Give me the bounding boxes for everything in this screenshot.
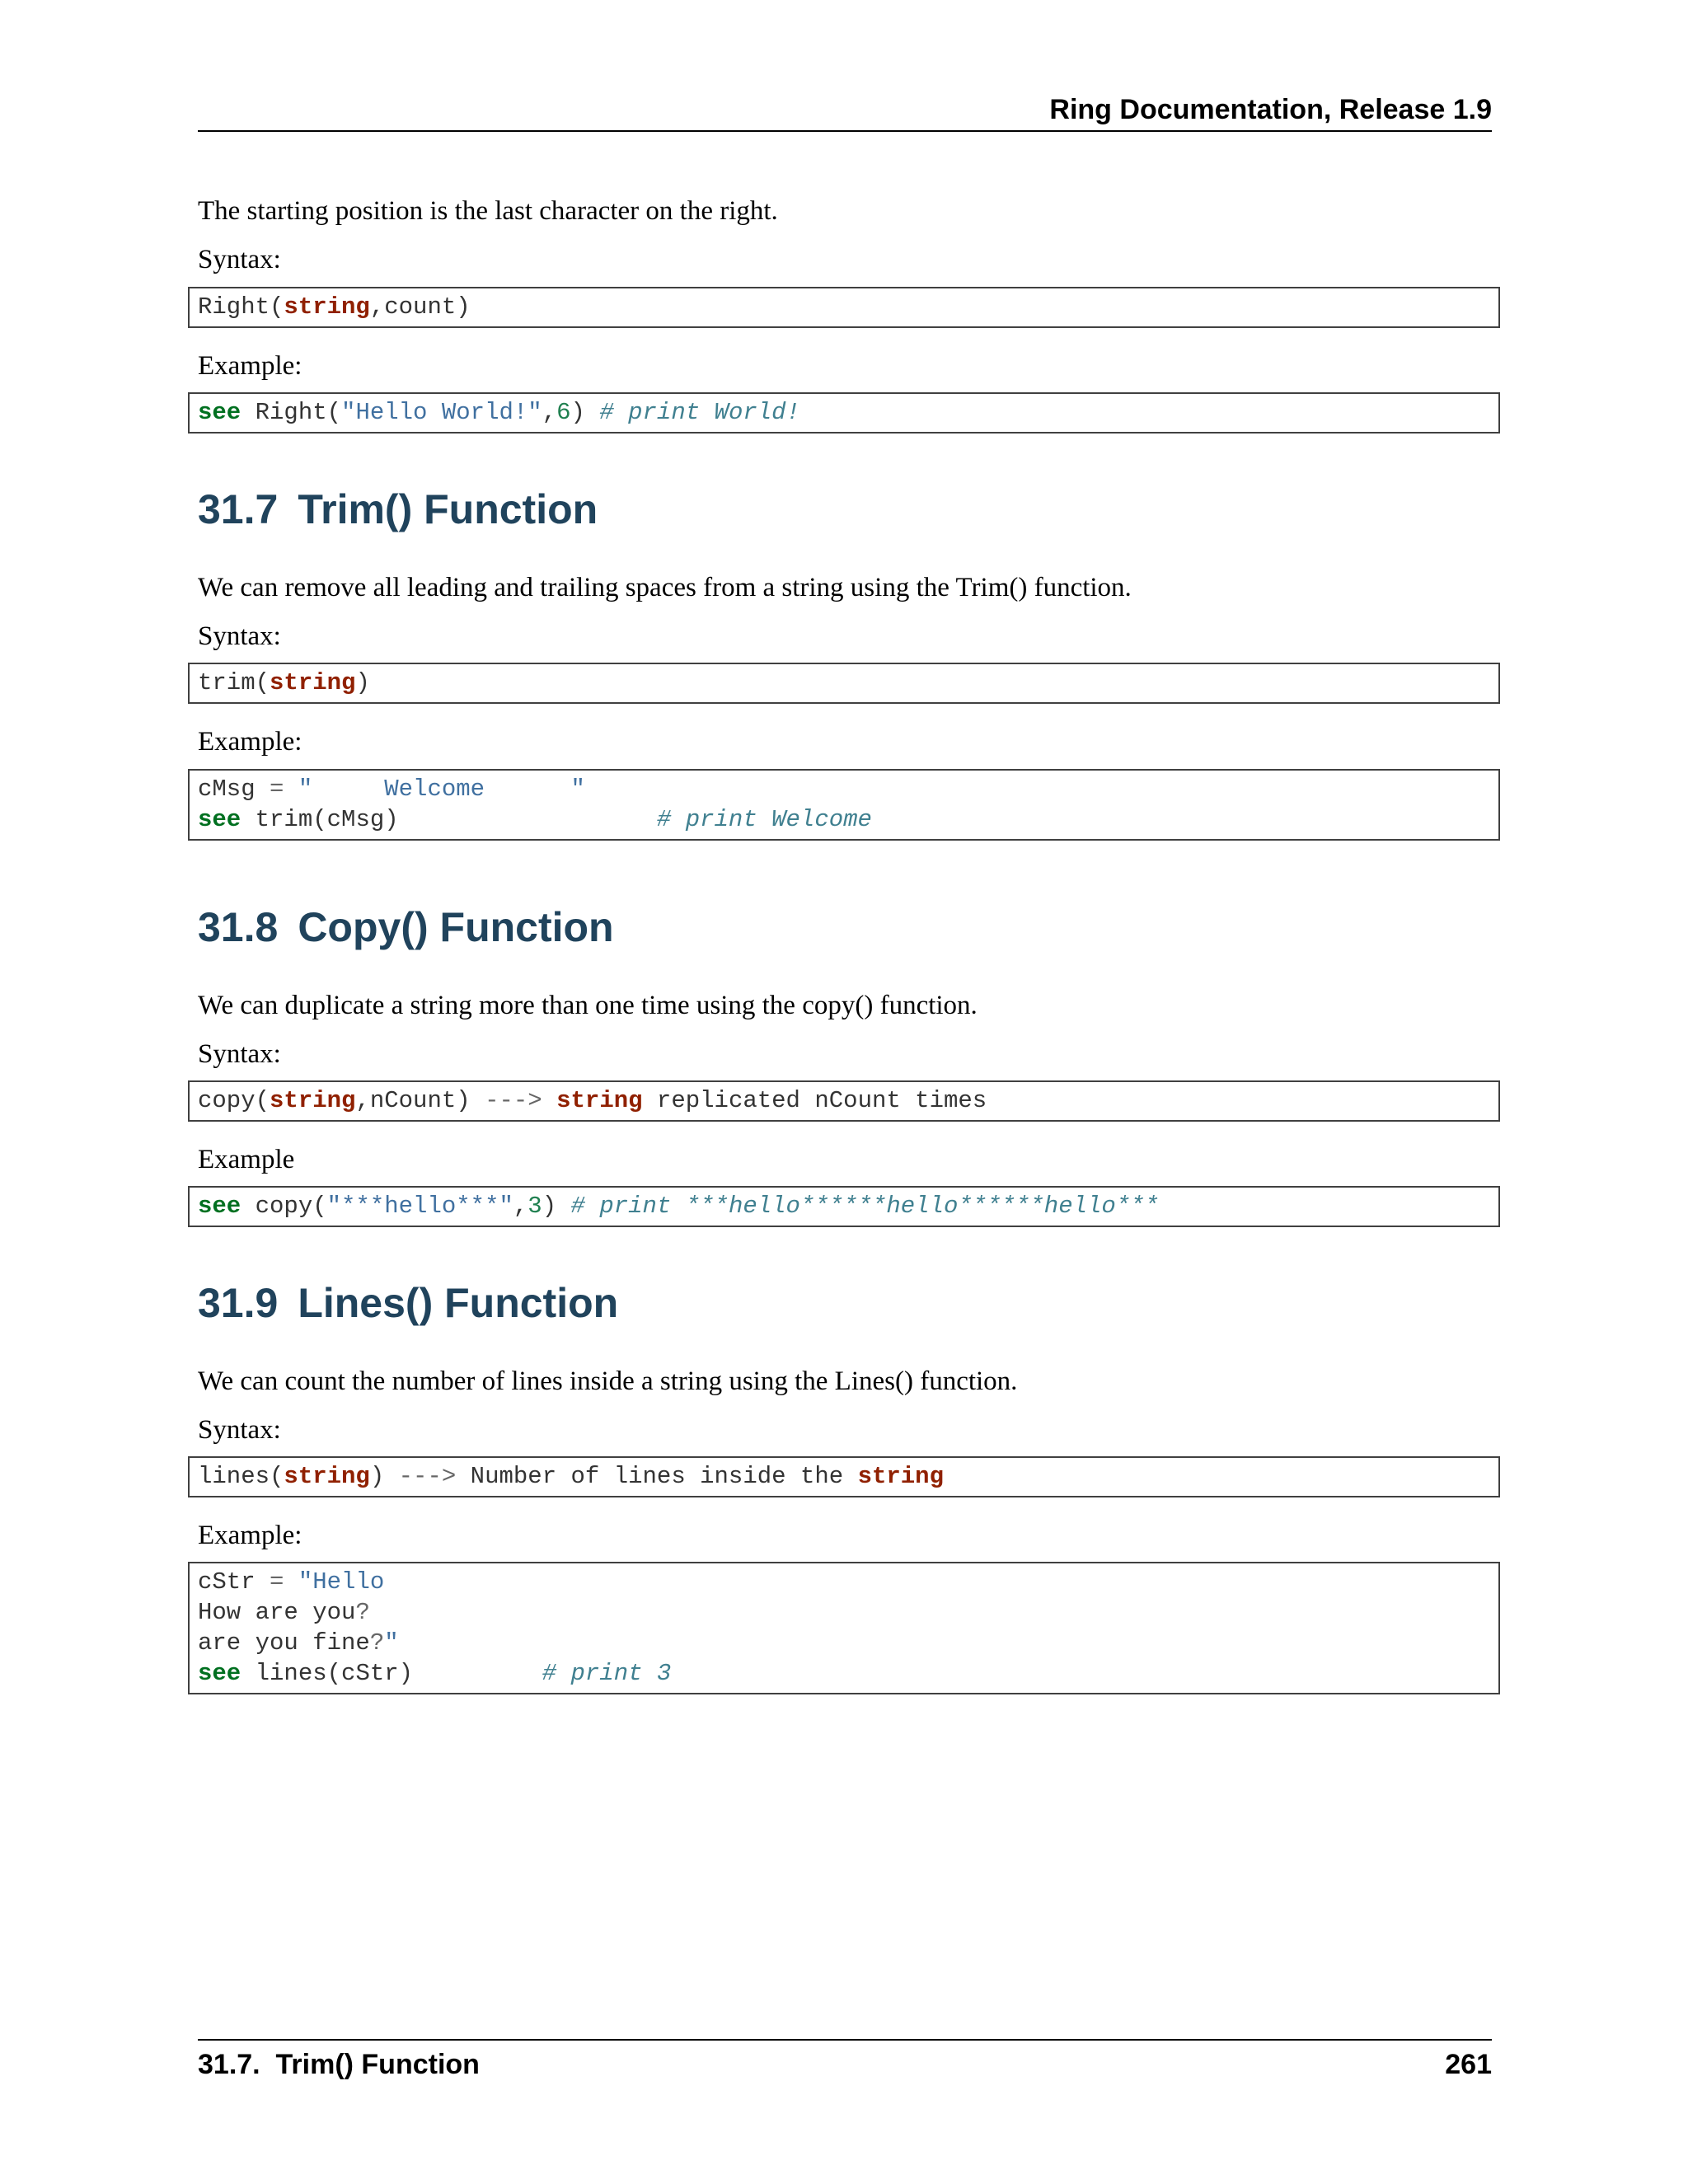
example-label: Example: bbox=[198, 727, 302, 757]
page-content bbox=[198, 194, 1500, 1694]
builtin-token: string bbox=[270, 669, 356, 696]
code-block bbox=[188, 1456, 1500, 1497]
code-line bbox=[198, 1085, 1490, 1116]
operator-token: = bbox=[270, 1568, 284, 1596]
section-description: We can duplicate a string more than one time using the copy() function. bbox=[198, 991, 978, 1020]
section-number: 31.7 bbox=[198, 486, 279, 532]
code-line bbox=[198, 1191, 1490, 1221]
builtin-token: string bbox=[284, 293, 370, 321]
number-token: 3 bbox=[528, 1193, 542, 1220]
code-line bbox=[198, 292, 1490, 322]
code-token: are you fine bbox=[198, 1629, 370, 1657]
code-line bbox=[198, 1461, 1490, 1492]
footer-section-title: 31.7. Trim() Function bbox=[198, 2049, 480, 2080]
code-token: , bbox=[513, 1193, 528, 1220]
number-token: 6 bbox=[556, 399, 571, 426]
code-line bbox=[198, 1597, 1490, 1628]
code-token: ) bbox=[369, 1463, 399, 1490]
operator-token: ---> bbox=[485, 1087, 542, 1114]
syntax-label: Syntax: bbox=[198, 621, 281, 651]
code-token bbox=[284, 776, 298, 803]
code-block bbox=[188, 769, 1500, 841]
builtin-token: string bbox=[270, 1087, 356, 1114]
comment-token: # print World! bbox=[599, 399, 800, 426]
code-block bbox=[188, 392, 1500, 434]
example-label: Example: bbox=[198, 1521, 302, 1550]
code-line bbox=[198, 774, 1490, 804]
code-token bbox=[542, 1087, 556, 1114]
code-token: copy( bbox=[241, 1193, 327, 1220]
code-block bbox=[188, 1186, 1500, 1227]
code-block bbox=[188, 663, 1500, 704]
code-token: trim( bbox=[198, 669, 270, 696]
example-label: Example bbox=[198, 1145, 295, 1174]
section-heading bbox=[198, 485, 1500, 533]
code-token: copy( bbox=[198, 1087, 270, 1114]
code-token bbox=[284, 1568, 298, 1596]
code-token: ,count) bbox=[369, 293, 471, 321]
example-label: Example: bbox=[198, 351, 302, 381]
code-line bbox=[198, 397, 1490, 428]
code-block bbox=[188, 1080, 1500, 1122]
keyword-token: see bbox=[198, 399, 241, 426]
code-token: Right( bbox=[198, 293, 284, 321]
code-line bbox=[198, 1658, 1490, 1689]
string-token: " bbox=[384, 1629, 399, 1657]
section-number: 31.8 bbox=[198, 904, 279, 950]
operator-token: ? bbox=[369, 1629, 385, 1657]
string-token: "Hello World!" bbox=[341, 399, 542, 426]
intro-paragraph: The starting position is the last character on the right. bbox=[198, 196, 778, 226]
syntax-label: Syntax: bbox=[198, 245, 281, 274]
code-token: trim(cMsg) bbox=[241, 806, 657, 833]
code-token: ) bbox=[355, 669, 370, 696]
section-title: Copy() Function bbox=[298, 904, 614, 950]
section-description: We can remove all leading and trailing spaces from a string using the Trim() function. bbox=[198, 573, 1132, 602]
syntax-label: Syntax: bbox=[198, 1415, 281, 1445]
section-trim bbox=[198, 485, 1500, 841]
page-footer bbox=[198, 2039, 1492, 2090]
keyword-token: see bbox=[198, 806, 241, 833]
comment-token: # print Welcome bbox=[656, 806, 872, 833]
code-line bbox=[198, 804, 1490, 835]
code-token: Right( bbox=[241, 399, 342, 426]
section-number: 31.9 bbox=[198, 1280, 279, 1326]
code-token: lines( bbox=[198, 1463, 284, 1490]
section-heading bbox=[198, 1279, 1500, 1327]
page-number: 261 bbox=[1445, 2049, 1492, 2080]
section-title: Trim() Function bbox=[298, 486, 598, 532]
code-block bbox=[188, 1562, 1500, 1694]
code-token: cStr bbox=[198, 1568, 270, 1596]
code-token: lines(cStr) bbox=[241, 1660, 542, 1687]
section-title: Lines() Function bbox=[298, 1280, 619, 1326]
keyword-token: see bbox=[198, 1660, 241, 1687]
builtin-token: string bbox=[284, 1463, 370, 1490]
code-token: ,nCount) bbox=[355, 1087, 485, 1114]
keyword-token: see bbox=[198, 1193, 241, 1220]
builtin-token: string bbox=[857, 1463, 944, 1490]
code-line bbox=[198, 1628, 1490, 1658]
code-token: How are you bbox=[198, 1599, 356, 1626]
code-block bbox=[188, 287, 1500, 328]
code-token: ) bbox=[570, 399, 600, 426]
string-token: " Welcome " bbox=[298, 776, 585, 803]
operator-token: ? bbox=[355, 1599, 370, 1626]
operator-token: ---> bbox=[398, 1463, 457, 1490]
code-line bbox=[198, 668, 1490, 698]
code-line bbox=[198, 1567, 1490, 1597]
operator-token: = bbox=[270, 776, 284, 803]
code-token: , bbox=[542, 399, 557, 426]
syntax-label: Syntax: bbox=[198, 1039, 281, 1069]
section-lines bbox=[198, 1279, 1500, 1694]
string-token: "Hello bbox=[298, 1568, 385, 1596]
code-token: cMsg bbox=[198, 776, 270, 803]
code-token: ) bbox=[542, 1193, 571, 1220]
section-heading bbox=[198, 903, 1500, 951]
string-token: "***hello***" bbox=[326, 1193, 513, 1220]
code-token: replicated nCount times bbox=[642, 1087, 987, 1114]
builtin-token: string bbox=[556, 1087, 643, 1114]
code-token: Number of lines inside the bbox=[456, 1463, 858, 1490]
section-copy bbox=[198, 903, 1500, 1227]
document-title: Ring Documentation, Release 1.9 bbox=[1049, 94, 1492, 125]
page-header bbox=[198, 92, 1492, 132]
comment-token: # print ***hello******hello******hello*** bbox=[570, 1193, 1160, 1220]
comment-token: # print 3 bbox=[542, 1660, 672, 1687]
section-description: We can count the number of lines inside a string using the Lines() function. bbox=[198, 1366, 1018, 1396]
